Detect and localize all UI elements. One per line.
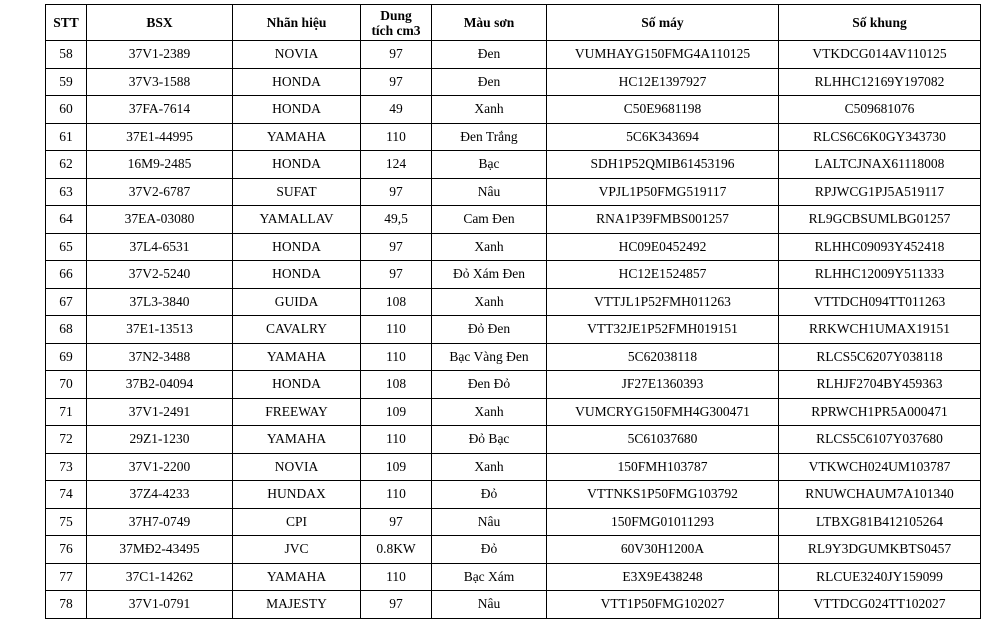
- cell-capacity: 97: [361, 68, 432, 96]
- cell-bsx: 29Z1-1230: [87, 426, 233, 454]
- cell-capacity: 110: [361, 123, 432, 151]
- cell-bsx: 37EA-03080: [87, 206, 233, 234]
- cell-frame-number: RLCS5C6107Y037680: [779, 426, 981, 454]
- cell-stt: 73: [46, 453, 87, 481]
- cell-engine-number: VTT1P50FMG102027: [547, 591, 779, 619]
- header-row: [46, 5, 981, 41]
- cell-color: Đỏ Xám Đen: [432, 261, 547, 289]
- cell-brand: YAMAHA: [233, 343, 361, 371]
- cell-stt: 65: [46, 233, 87, 261]
- cell-brand: GUIDA: [233, 288, 361, 316]
- cell-color: Xanh: [432, 398, 547, 426]
- cell-stt: 78: [46, 591, 87, 619]
- cell-frame-number: VTTDCG024TT102027: [779, 591, 981, 619]
- table-row: [46, 96, 981, 124]
- cell-color: Đỏ: [432, 481, 547, 509]
- cell-engine-number: HC12E1397927: [547, 68, 779, 96]
- header-capacity-line1: Dung: [380, 7, 412, 23]
- cell-capacity: 97: [361, 41, 432, 69]
- cell-brand: HONDA: [233, 151, 361, 179]
- cell-capacity: 108: [361, 371, 432, 399]
- table-row: [46, 288, 981, 316]
- table-row: [46, 316, 981, 344]
- cell-color: Đỏ Bạc: [432, 426, 547, 454]
- table-row: [46, 426, 981, 454]
- cell-bsx: 37L3-3840: [87, 288, 233, 316]
- cell-stt: 61: [46, 123, 87, 151]
- cell-capacity: 97: [361, 261, 432, 289]
- cell-capacity: 97: [361, 591, 432, 619]
- cell-bsx: 37H7-0749: [87, 508, 233, 536]
- cell-engine-number: C50E9681198: [547, 96, 779, 124]
- cell-color: Xanh: [432, 96, 547, 124]
- cell-engine-number: E3X9E438248: [547, 563, 779, 591]
- cell-frame-number: RRKWCH1UMAX19151: [779, 316, 981, 344]
- cell-frame-number: RNUWCHAUM7A101340: [779, 481, 981, 509]
- header-brand: Nhãn hiệu: [233, 5, 361, 41]
- cell-engine-number: SDH1P52QMIB61453196: [547, 151, 779, 179]
- cell-stt: 60: [46, 96, 87, 124]
- cell-frame-number: VTKDCG014AV110125: [779, 41, 981, 69]
- cell-frame-number: VTTDCH094TT011263: [779, 288, 981, 316]
- cell-stt: 63: [46, 178, 87, 206]
- cell-bsx: 37V1-2389: [87, 41, 233, 69]
- table-row: [46, 453, 981, 481]
- header-color: Màu sơn: [432, 5, 547, 41]
- cell-engine-number: HC09E0452492: [547, 233, 779, 261]
- cell-brand: HONDA: [233, 371, 361, 399]
- cell-bsx: 37FA-7614: [87, 96, 233, 124]
- cell-stt: 68: [46, 316, 87, 344]
- header-capacity: [361, 5, 432, 41]
- table-row: [46, 261, 981, 289]
- cell-frame-number: RLCUE3240JY159099: [779, 563, 981, 591]
- cell-color: Đen Đỏ: [432, 371, 547, 399]
- cell-capacity: 108: [361, 288, 432, 316]
- header-engine-number: Số máy: [547, 5, 779, 41]
- cell-engine-number: 150FMH103787: [547, 453, 779, 481]
- cell-stt: 67: [46, 288, 87, 316]
- table-row: [46, 151, 981, 179]
- cell-brand: MAJESTY: [233, 591, 361, 619]
- cell-bsx: 37V1-2491: [87, 398, 233, 426]
- cell-stt: 71: [46, 398, 87, 426]
- cell-bsx: 37V2-5240: [87, 261, 233, 289]
- cell-color: Đen: [432, 41, 547, 69]
- cell-stt: 58: [46, 41, 87, 69]
- cell-engine-number: 5C6K343694: [547, 123, 779, 151]
- table-row: [46, 178, 981, 206]
- cell-engine-number: HC12E1524857: [547, 261, 779, 289]
- cell-capacity: 110: [361, 343, 432, 371]
- table-row: [46, 68, 981, 96]
- cell-frame-number: VTKWCH024UM103787: [779, 453, 981, 481]
- header-stt: STT: [46, 5, 87, 41]
- cell-capacity: 49: [361, 96, 432, 124]
- cell-color: Nâu: [432, 178, 547, 206]
- cell-frame-number: RLHHC12009Y511333: [779, 261, 981, 289]
- table-row: [46, 206, 981, 234]
- cell-color: Nâu: [432, 591, 547, 619]
- vehicle-table: [45, 4, 981, 619]
- cell-engine-number: RNA1P39FMBS001257: [547, 206, 779, 234]
- cell-bsx: 16M9-2485: [87, 151, 233, 179]
- cell-engine-number: 5C62038118: [547, 343, 779, 371]
- cell-brand: YAMAHA: [233, 426, 361, 454]
- table-row: [46, 123, 981, 151]
- header-frame-number: Số khung: [779, 5, 981, 41]
- cell-capacity: 110: [361, 316, 432, 344]
- cell-bsx: 37E1-13513: [87, 316, 233, 344]
- cell-frame-number: RL9Y3DGUMKBTS0457: [779, 536, 981, 564]
- cell-brand: CPI: [233, 508, 361, 536]
- cell-capacity: 109: [361, 398, 432, 426]
- cell-engine-number: VTTNKS1P50FMG103792: [547, 481, 779, 509]
- cell-color: Bạc: [432, 151, 547, 179]
- table-row: [46, 536, 981, 564]
- cell-brand: YAMALLAV: [233, 206, 361, 234]
- cell-color: Đen: [432, 68, 547, 96]
- cell-bsx: 37B2-04094: [87, 371, 233, 399]
- cell-frame-number: C509681076: [779, 96, 981, 124]
- cell-bsx: 37V3-1588: [87, 68, 233, 96]
- cell-color: Đen Trắng: [432, 123, 547, 151]
- header-capacity-line2: tích cm3: [371, 22, 421, 38]
- table-row: [46, 508, 981, 536]
- cell-frame-number: RLHHC09093Y452418: [779, 233, 981, 261]
- cell-color: Xanh: [432, 453, 547, 481]
- cell-capacity: 110: [361, 481, 432, 509]
- table-row: [46, 41, 981, 69]
- cell-color: Bạc Xám: [432, 563, 547, 591]
- cell-capacity: 110: [361, 563, 432, 591]
- cell-stt: 74: [46, 481, 87, 509]
- cell-bsx: 37V2-6787: [87, 178, 233, 206]
- cell-brand: HONDA: [233, 96, 361, 124]
- cell-engine-number: JF27E1360393: [547, 371, 779, 399]
- cell-capacity: 0.8KW: [361, 536, 432, 564]
- cell-brand: JVC: [233, 536, 361, 564]
- cell-stt: 75: [46, 508, 87, 536]
- cell-brand: HONDA: [233, 68, 361, 96]
- cell-engine-number: 5C61037680: [547, 426, 779, 454]
- cell-frame-number: RPRWCH1PR5A000471: [779, 398, 981, 426]
- cell-engine-number: VUMHAYG150FMG4A110125: [547, 41, 779, 69]
- cell-capacity: 97: [361, 233, 432, 261]
- cell-stt: 69: [46, 343, 87, 371]
- cell-frame-number: RL9GCBSUMLBG01257: [779, 206, 981, 234]
- cell-brand: SUFAT: [233, 178, 361, 206]
- cell-bsx: 37L4-6531: [87, 233, 233, 261]
- cell-bsx: 37N2-3488: [87, 343, 233, 371]
- cell-capacity: 110: [361, 426, 432, 454]
- table-row: [46, 591, 981, 619]
- cell-frame-number: RLCS5C6207Y038118: [779, 343, 981, 371]
- cell-bsx: 37V1-0791: [87, 591, 233, 619]
- cell-stt: 66: [46, 261, 87, 289]
- cell-bsx: 37C1-14262: [87, 563, 233, 591]
- cell-brand: NOVIA: [233, 453, 361, 481]
- header-bsx: BSX: [87, 5, 233, 41]
- cell-stt: 72: [46, 426, 87, 454]
- cell-stt: 77: [46, 563, 87, 591]
- cell-bsx: 37Z4-4233: [87, 481, 233, 509]
- cell-brand: NOVIA: [233, 41, 361, 69]
- cell-frame-number: RLHJF2704BY459363: [779, 371, 981, 399]
- cell-engine-number: VTTJL1P52FMH011263: [547, 288, 779, 316]
- cell-capacity: 49,5: [361, 206, 432, 234]
- cell-engine-number: VUMCRYG150FMH4G300471: [547, 398, 779, 426]
- table-row: [46, 371, 981, 399]
- cell-color: Cam Đen: [432, 206, 547, 234]
- cell-frame-number: RLHHC12169Y197082: [779, 68, 981, 96]
- cell-frame-number: LALTCJNAX61118008: [779, 151, 981, 179]
- cell-brand: YAMAHA: [233, 563, 361, 591]
- cell-color: Bạc Vàng Đen: [432, 343, 547, 371]
- table-body: [46, 41, 981, 619]
- cell-brand: HONDA: [233, 261, 361, 289]
- cell-engine-number: VTT32JE1P52FMH019151: [547, 316, 779, 344]
- cell-capacity: 97: [361, 508, 432, 536]
- cell-brand: CAVALRY: [233, 316, 361, 344]
- cell-frame-number: LTBXG81B412105264: [779, 508, 981, 536]
- table-row: [46, 233, 981, 261]
- cell-brand: YAMAHA: [233, 123, 361, 151]
- cell-engine-number: 150FMG01011293: [547, 508, 779, 536]
- cell-engine-number: 60V30H1200A: [547, 536, 779, 564]
- cell-bsx: 37E1-44995: [87, 123, 233, 151]
- table-row: [46, 343, 981, 371]
- table-row: [46, 398, 981, 426]
- cell-color: Xanh: [432, 288, 547, 316]
- cell-stt: 62: [46, 151, 87, 179]
- cell-color: Đỏ: [432, 536, 547, 564]
- cell-engine-number: VPJL1P50FMG519117: [547, 178, 779, 206]
- cell-color: Xanh: [432, 233, 547, 261]
- cell-frame-number: RLCS6C6K0GY343730: [779, 123, 981, 151]
- cell-stt: 76: [46, 536, 87, 564]
- cell-color: Nâu: [432, 508, 547, 536]
- cell-frame-number: RPJWCG1PJ5A519117: [779, 178, 981, 206]
- table-row: [46, 481, 981, 509]
- cell-brand: HUNDAX: [233, 481, 361, 509]
- table-row: [46, 563, 981, 591]
- cell-stt: 70: [46, 371, 87, 399]
- cell-color: Đỏ Đen: [432, 316, 547, 344]
- cell-bsx: 37MĐ2-43495: [87, 536, 233, 564]
- cell-brand: FREEWAY: [233, 398, 361, 426]
- cell-brand: HONDA: [233, 233, 361, 261]
- cell-stt: 59: [46, 68, 87, 96]
- cell-stt: 64: [46, 206, 87, 234]
- cell-capacity: 109: [361, 453, 432, 481]
- cell-bsx: 37V1-2200: [87, 453, 233, 481]
- cell-capacity: 97: [361, 178, 432, 206]
- cell-capacity: 124: [361, 151, 432, 179]
